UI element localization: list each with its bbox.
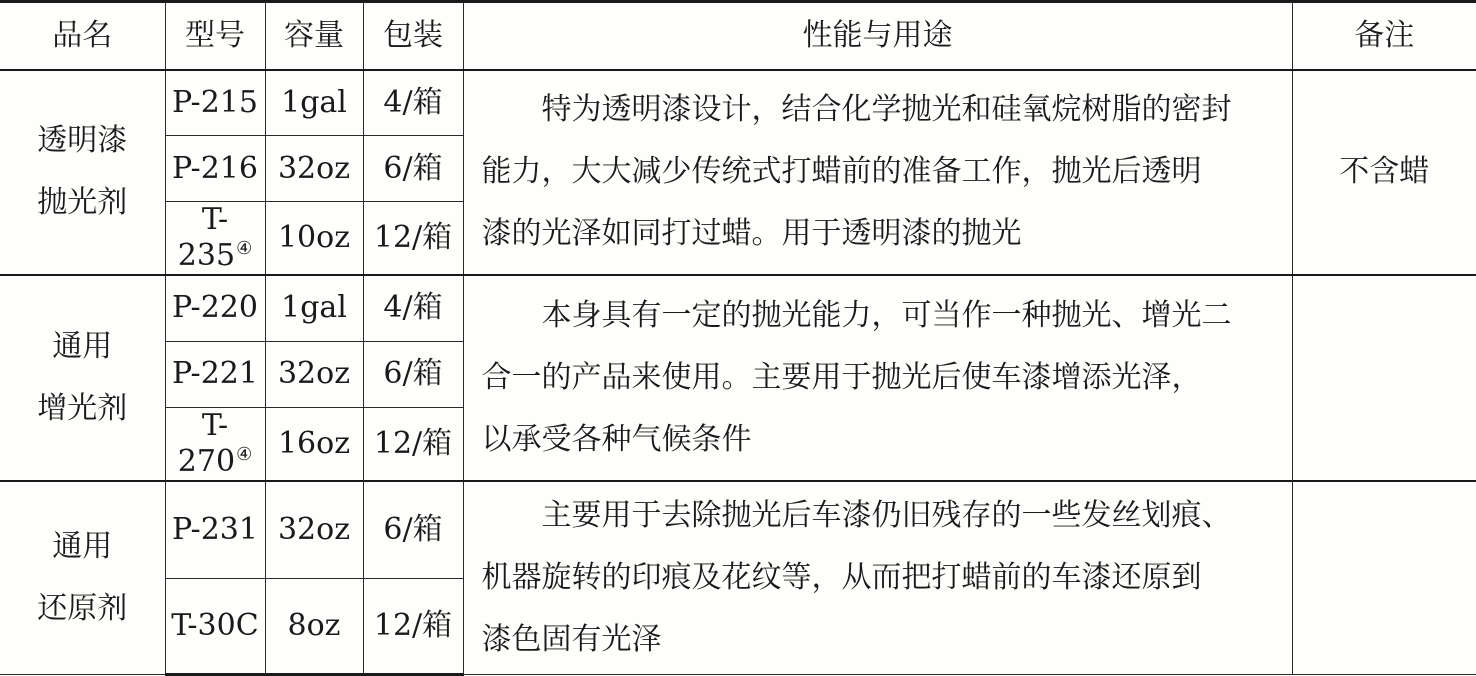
description-line: 合一的产品来使用。主要用于抛光后使车漆增添光泽， xyxy=(481,359,1202,395)
note-cell: 不含蜡 xyxy=(1292,70,1476,276)
product-name-cell xyxy=(0,481,165,675)
product-name-line: 还原剂 xyxy=(37,590,128,626)
product-name-line: 增光剂 xyxy=(37,390,128,426)
pack-cell: 4/箱 xyxy=(363,275,463,341)
model-cell: T-235④ xyxy=(165,202,265,276)
description-cell xyxy=(463,275,1292,481)
note-cell xyxy=(1292,481,1476,675)
description-line: 主要用于去除抛光后车漆仍旧残存的一些发丝划痕、 xyxy=(541,497,1232,533)
description-line: 以承受各种气候条件 xyxy=(481,421,752,457)
model-cell: P-221 xyxy=(165,341,265,407)
pack-cell: 12/箱 xyxy=(363,407,463,481)
header-cell-model: 型号 xyxy=(165,2,265,70)
description-line: 漆色固有光泽 xyxy=(481,621,662,657)
description-line: 机器旋转的印痕及花纹等，从而把打蜡前的车漆还原到 xyxy=(481,559,1202,595)
header-cell-description: 性能与用途 xyxy=(463,2,1292,70)
capacity-cell: 32oz xyxy=(265,136,363,202)
footnote-marker: ④ xyxy=(236,443,253,465)
model-cell: P-215 xyxy=(165,70,265,136)
table-row xyxy=(0,70,1476,136)
product-name-line: 通用 xyxy=(52,528,113,564)
pack-cell: 12/箱 xyxy=(363,579,463,675)
capacity-cell: 1gal xyxy=(265,275,363,341)
model-cell: P-216 xyxy=(165,136,265,202)
model-cell: P-231 xyxy=(165,481,265,579)
product-name-line: 通用 xyxy=(52,328,113,364)
table-row xyxy=(0,481,1476,579)
pack-cell: 4/箱 xyxy=(363,70,463,136)
header-cell-capacity: 容量 xyxy=(265,2,363,70)
header-row xyxy=(0,2,1476,70)
description-line: 漆的光泽如同打过蜡。用于透明漆的抛光 xyxy=(481,216,1022,252)
pack-cell: 6/箱 xyxy=(363,481,463,579)
model-cell: T-270④ xyxy=(165,407,265,481)
capacity-cell: 1gal xyxy=(265,70,363,136)
capacity-cell: 16oz xyxy=(265,407,363,481)
footnote-marker: ④ xyxy=(236,238,253,259)
header-cell-pack: 包装 xyxy=(363,2,463,70)
description-cell xyxy=(463,70,1292,276)
pack-cell: 12/箱 xyxy=(363,202,463,276)
model-cell: T-30C xyxy=(165,579,265,675)
pack-cell: 6/箱 xyxy=(363,136,463,202)
capacity-cell: 32oz xyxy=(265,341,363,407)
pack-cell: 6/箱 xyxy=(363,341,463,407)
description-line: 能力，大大减少传统式打蜡前的准备工作，抛光后透明 xyxy=(481,154,1202,190)
product-name-line: 透明漆 xyxy=(37,123,128,159)
description-line: 特为透明漆设计，结合化学抛光和硅氧烷树脂的密封 xyxy=(541,92,1232,128)
header-cell-name: 品名 xyxy=(0,2,165,70)
capacity-cell: 10oz xyxy=(265,202,363,276)
model-cell: P-220 xyxy=(165,275,265,341)
table-row xyxy=(0,275,1476,341)
note-cell xyxy=(1292,275,1476,481)
capacity-cell: 32oz xyxy=(265,481,363,579)
header-cell-note: 备注 xyxy=(1292,2,1476,70)
description-cell xyxy=(463,481,1292,675)
product-name-cell xyxy=(0,275,165,481)
product-name-cell xyxy=(0,70,165,276)
description-line: 本身具有一定的抛光能力，可当作一种抛光、增光二 xyxy=(541,297,1232,333)
product-name-line: 抛光剂 xyxy=(37,185,128,221)
capacity-cell: 8oz xyxy=(265,579,363,675)
